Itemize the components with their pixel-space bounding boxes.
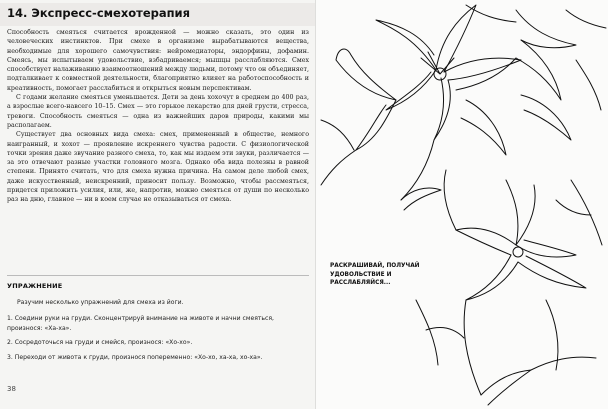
right-page (316, 0, 608, 409)
body-paragraph: Существует два основных вида смеха: смех, примененный в обществе, немного наигранный, и хохот — проявление искреннего чувства радости. С физиологической точки зрения даже звучание разного смеха, то, как мы издаем эти звуки, различается — за это отвечают разные участки головного мозга. Однако оба вида полезны в равной степени. Принято считать, что для смеха нужна причина. На самом деле любой смех, даже искусственный, неискренний, приносит пользу. Возможно, чтобы рассмеяться, придется приложить усилия, или, же, напротив, можно смеяться от души по несколько раз на дню, главное — ни в коем случае не отказываться от смеха. (7, 131, 309, 204)
exercise-step: 2. Сосредоточься на груди и смейся, произнося: «Хо-хо». (7, 339, 193, 347)
body-paragraph: Способность смеяться считается врожденной — можно сказать, это один из человеческих инстинктов. При смехе в организме вырабатываются вещества, необходимые для хорошего самочувствия: нейромедиаторы, эндорфины, дофамин. Смеясь, мы испытываем удовольствие, взбадриваемся; мышцы расслабляются. Смех способствует налаживанию взаимоотношений между людьми, потому что он объединяет, подталкивает к совместной деятельности, благоприятно влияет на работоспособность и креативность, помогает расслабиться и открыться новым перспективам. (7, 29, 309, 92)
page-number: 38 (7, 385, 16, 393)
exercise-heading: УПРАЖНЕНИЕ (7, 282, 63, 290)
exercise-step: 3. Переходи от живота к груди, произнося попеременно: «Хо-хо, ха-ха, хо-ха». (7, 353, 263, 361)
flower-line-art-icon (316, 0, 608, 409)
exercise-step: 1. Соедини руки на груди. Сконцентрируй внимание на животе и начни смеяться, произнося: «Ха-ха». (7, 315, 274, 332)
body-text (7, 28, 309, 205)
exercise-intro: Разучим несколько упражнений для смеха из йоги. (17, 299, 184, 306)
chapter-title: 14. Экспресс-смехотерапия (7, 6, 191, 20)
body-paragraph: С годами желание смеяться уменьшается. Дети за день хохочут в среднем до 400 раз, а взрослые всего-навсего 10–15. Смех — это горькое лекарство для дней грусти, стресса, тревоги. Способность смеяться — одна из важнейших даров природы, какими мы располагаем. (7, 94, 309, 129)
exercise-steps (7, 314, 309, 367)
section-divider (7, 275, 309, 276)
illustration-caption: РАСКРАШИВАЙ, ПОЛУЧАЙ УДОВОЛЬСТВИЕ И РАССЛАБЛЯЙСЯ... (330, 263, 420, 286)
